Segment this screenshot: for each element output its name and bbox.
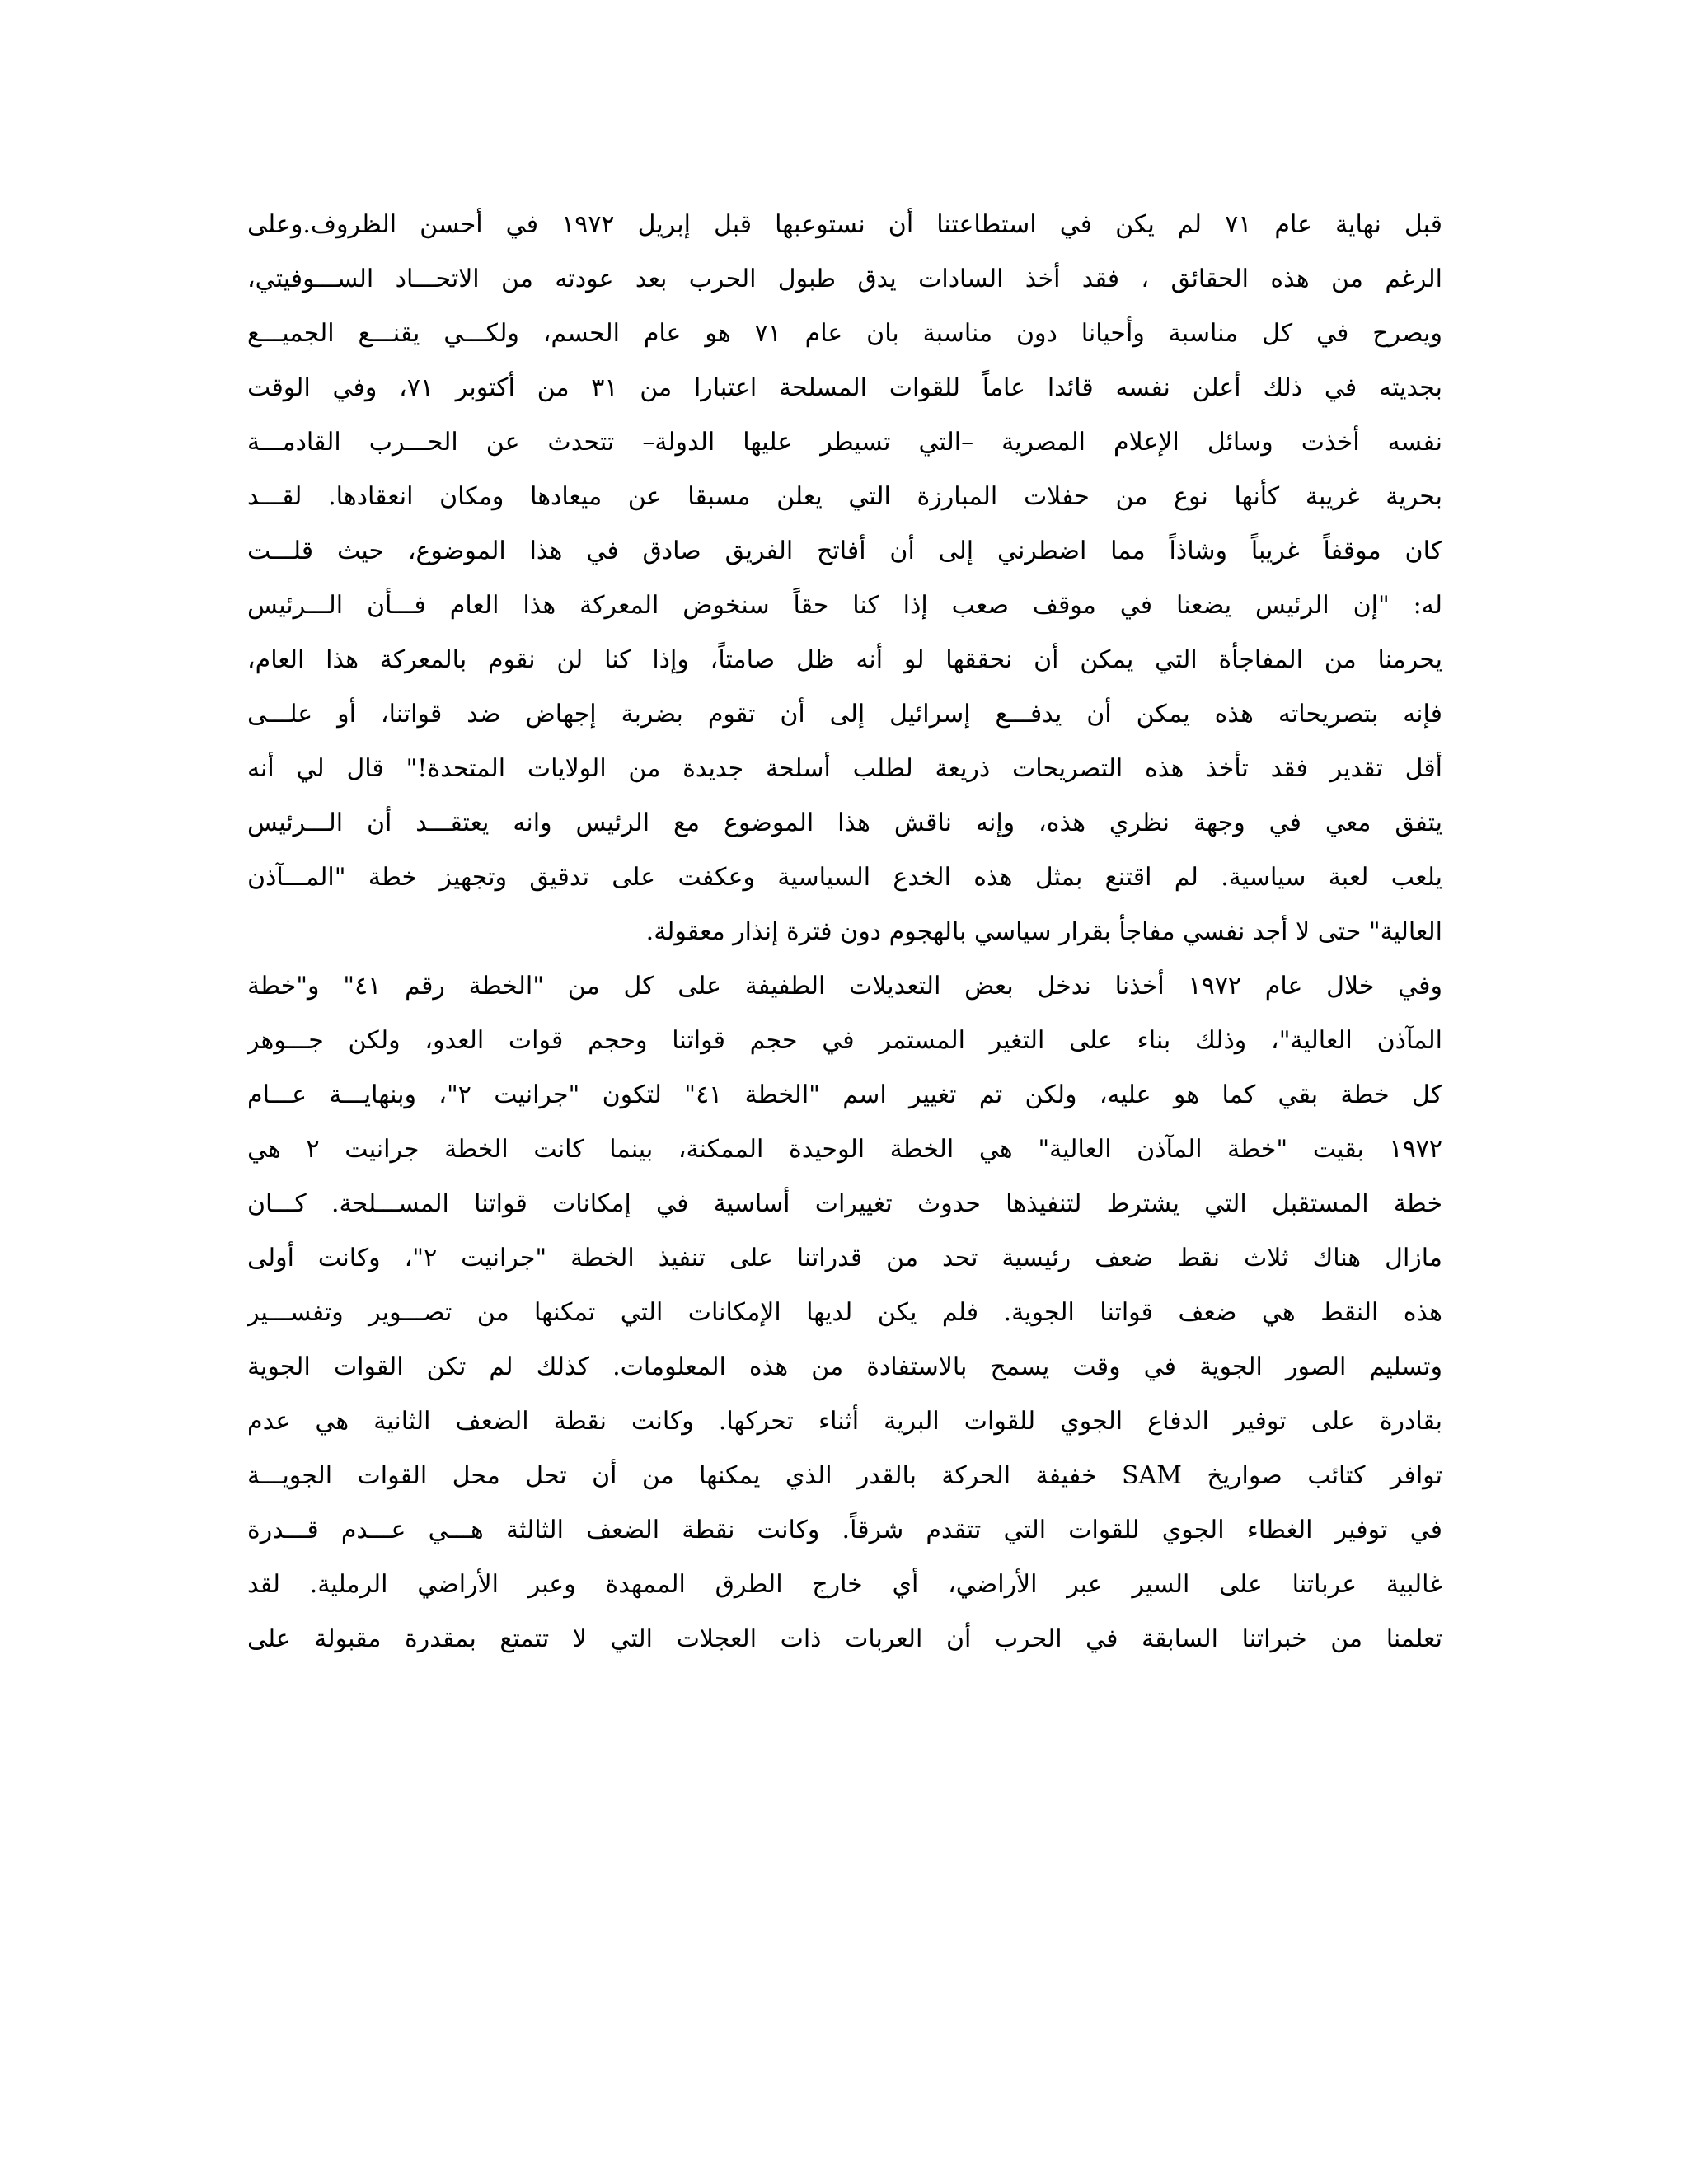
text-line: في توفير الغطاء الجوي للقوات التي تتقدم شرقاً. وكانت نقطة الضعف الثالثة هـــي عـــدم قـــدرة (247, 1516, 1442, 1544)
text-line: له: "إن الرئيس يضعنا في موقف صعب إذا كنا حقاً سنخوض المعركة هذا العام فـــأن الـــرئيس (247, 591, 1442, 620)
text-line: أقل تقدير فقد تأخذ هذه التصريحات ذريعة لطلب أسلحة جديدة من الولايات المتحدة!" قال لي أنه (247, 754, 1442, 783)
text-line: وفي خلال عام ١٩٧٢ أخذنا ندخل بعض التعديلات الطفيفة على كل من "الخطة رقم ٤١" و"خطة (247, 972, 1442, 1001)
text-line: هذه النقط هي ضعف قواتنا الجوية. فلم يكن لديها الإمكانات التي تمكنها من تصـــوير وتفســـير (247, 1298, 1442, 1327)
text-line: المآذن العالية"، وذلك بناء على التغير المستمر في حجم قواتنا وحجم قوات العدو، ولكن جـــوهر (247, 1026, 1442, 1055)
text-line: بحرية غريبة كأنها نوع من حفلات المبارزة التي يعلن مسبقا عن ميعادها ومكان انعقادها. لقـــد (247, 482, 1442, 511)
text-line: بجديته في ذلك أعلن نفسه قائدا عاماً للقوات المسلحة اعتبارا من ٣١ من أكتوبر ٧١، وفي الوقت (247, 373, 1442, 402)
text-line: كان موقفاً غريباً وشاذاً مما اضطرني إلى أن أفاتح الفريق صادق في هذا الموضوع، حيث قلـــت (247, 537, 1442, 565)
text-line: يحرمنا من المفاجأة التي يمكن أن نحققها لو أنه ظل صامتاً، وإذا كنا لن نقوم بالمعركة هذا العام، (247, 645, 1442, 674)
text-line: توافر كتائب صواريخ SAM خفيفة الحركة بالقدر الذي يمكنها من أن تحل محل القوات الجويـــة (247, 1461, 1442, 1490)
text-line: قبل نهاية عام ٧١ لم يكن في استطاعتنا أن نستوعبها قبل إبريل ١٩٧٢ في أحسن الظروف.وعلى (247, 210, 1442, 239)
text-line: كل خطة بقي كما هو عليه، ولكن تم تغيير اسم "الخطة ٤١" لتكون "جرانيت ٢"، وبنهايـــة عـــام (247, 1080, 1442, 1109)
text-line: نفسه أخذت وسائل الإعلام المصرية –التي تسيطر عليها الدولة– تتحدث عن الحـــرب القادمـــة (247, 428, 1442, 457)
text-line: بقادرة على توفير الدفاع الجوي للقوات البرية أثناء تحركها. وكانت نقطة الضعف الثانية هي عدم (247, 1407, 1442, 1436)
text-line: ١٩٧٢ بقيت "خطة المآذن العالية" هي الخطة الوحيدة الممكنة، بينما كانت الخطة جرانيت ٢ هي (247, 1135, 1442, 1164)
text-line: الرغم من هذه الحقائق ، فقد أخذ السادات يدق طبول الحرب بعد عودته من الاتحـــاد الســـوفيتي، (247, 265, 1442, 293)
text-line: وتسليم الصور الجوية في وقت يسمح بالاستفادة من هذه المعلومات. كذلك لم تكن القوات الجوية (247, 1352, 1442, 1381)
text-line: فإنه بتصريحاته هذه يمكن أن يدفـــع إسرائيل إلى أن تقوم بضربة إجهاض ضد قواتنا، أو علـــى (247, 700, 1442, 729)
text-line: يلعب لعبة سياسية. لم اقتنع بمثل هذه الخدع السياسية وعكفت على تدقيق وتجهيز خطة "المـــآذن (247, 863, 1442, 892)
text-line: ويصرح في كل مناسبة وأحيانا دون مناسبة بان عام ٧١ هو عام الحسم، ولكـــي يقنـــع الجميـــع (247, 319, 1442, 348)
text-line: يتفق معي في وجهة نظري هذه، وإنه ناقش هذا الموضوع مع الرئيس وانه يعتقـــد أن الـــرئيس (247, 808, 1442, 837)
body-text (247, 198, 1442, 1666)
text-line: مازال هناك ثلاث نقط ضعف رئيسية تحد من قدراتنا على تنفيذ الخطة "جرانيت ٢"، وكانت أولى (247, 1244, 1442, 1272)
text-line: خطة المستقبل التي يشترط لتنفيذها حدوث تغييرات أساسية في إمكانات قواتنا المســـلحة. كـــان (247, 1189, 1442, 1218)
paragraph-last-line: العالية" حتى لا أجد نفسي مفاجأ بقرار سياسي بالهجوم دون فترة إنذار معقولة. (645, 917, 1442, 946)
text-line: تعلمنا من خبراتنا السابقة في الحرب أن العربات ذات العجلات التي لا تتمتع بمقدرة مقبولة على (247, 1624, 1442, 1653)
text-line: غالبية عرباتنا على السير عبر الأراضي، أي خارج الطرق الممهدة وعبر الأراضي الرملية. لقد (247, 1570, 1442, 1599)
